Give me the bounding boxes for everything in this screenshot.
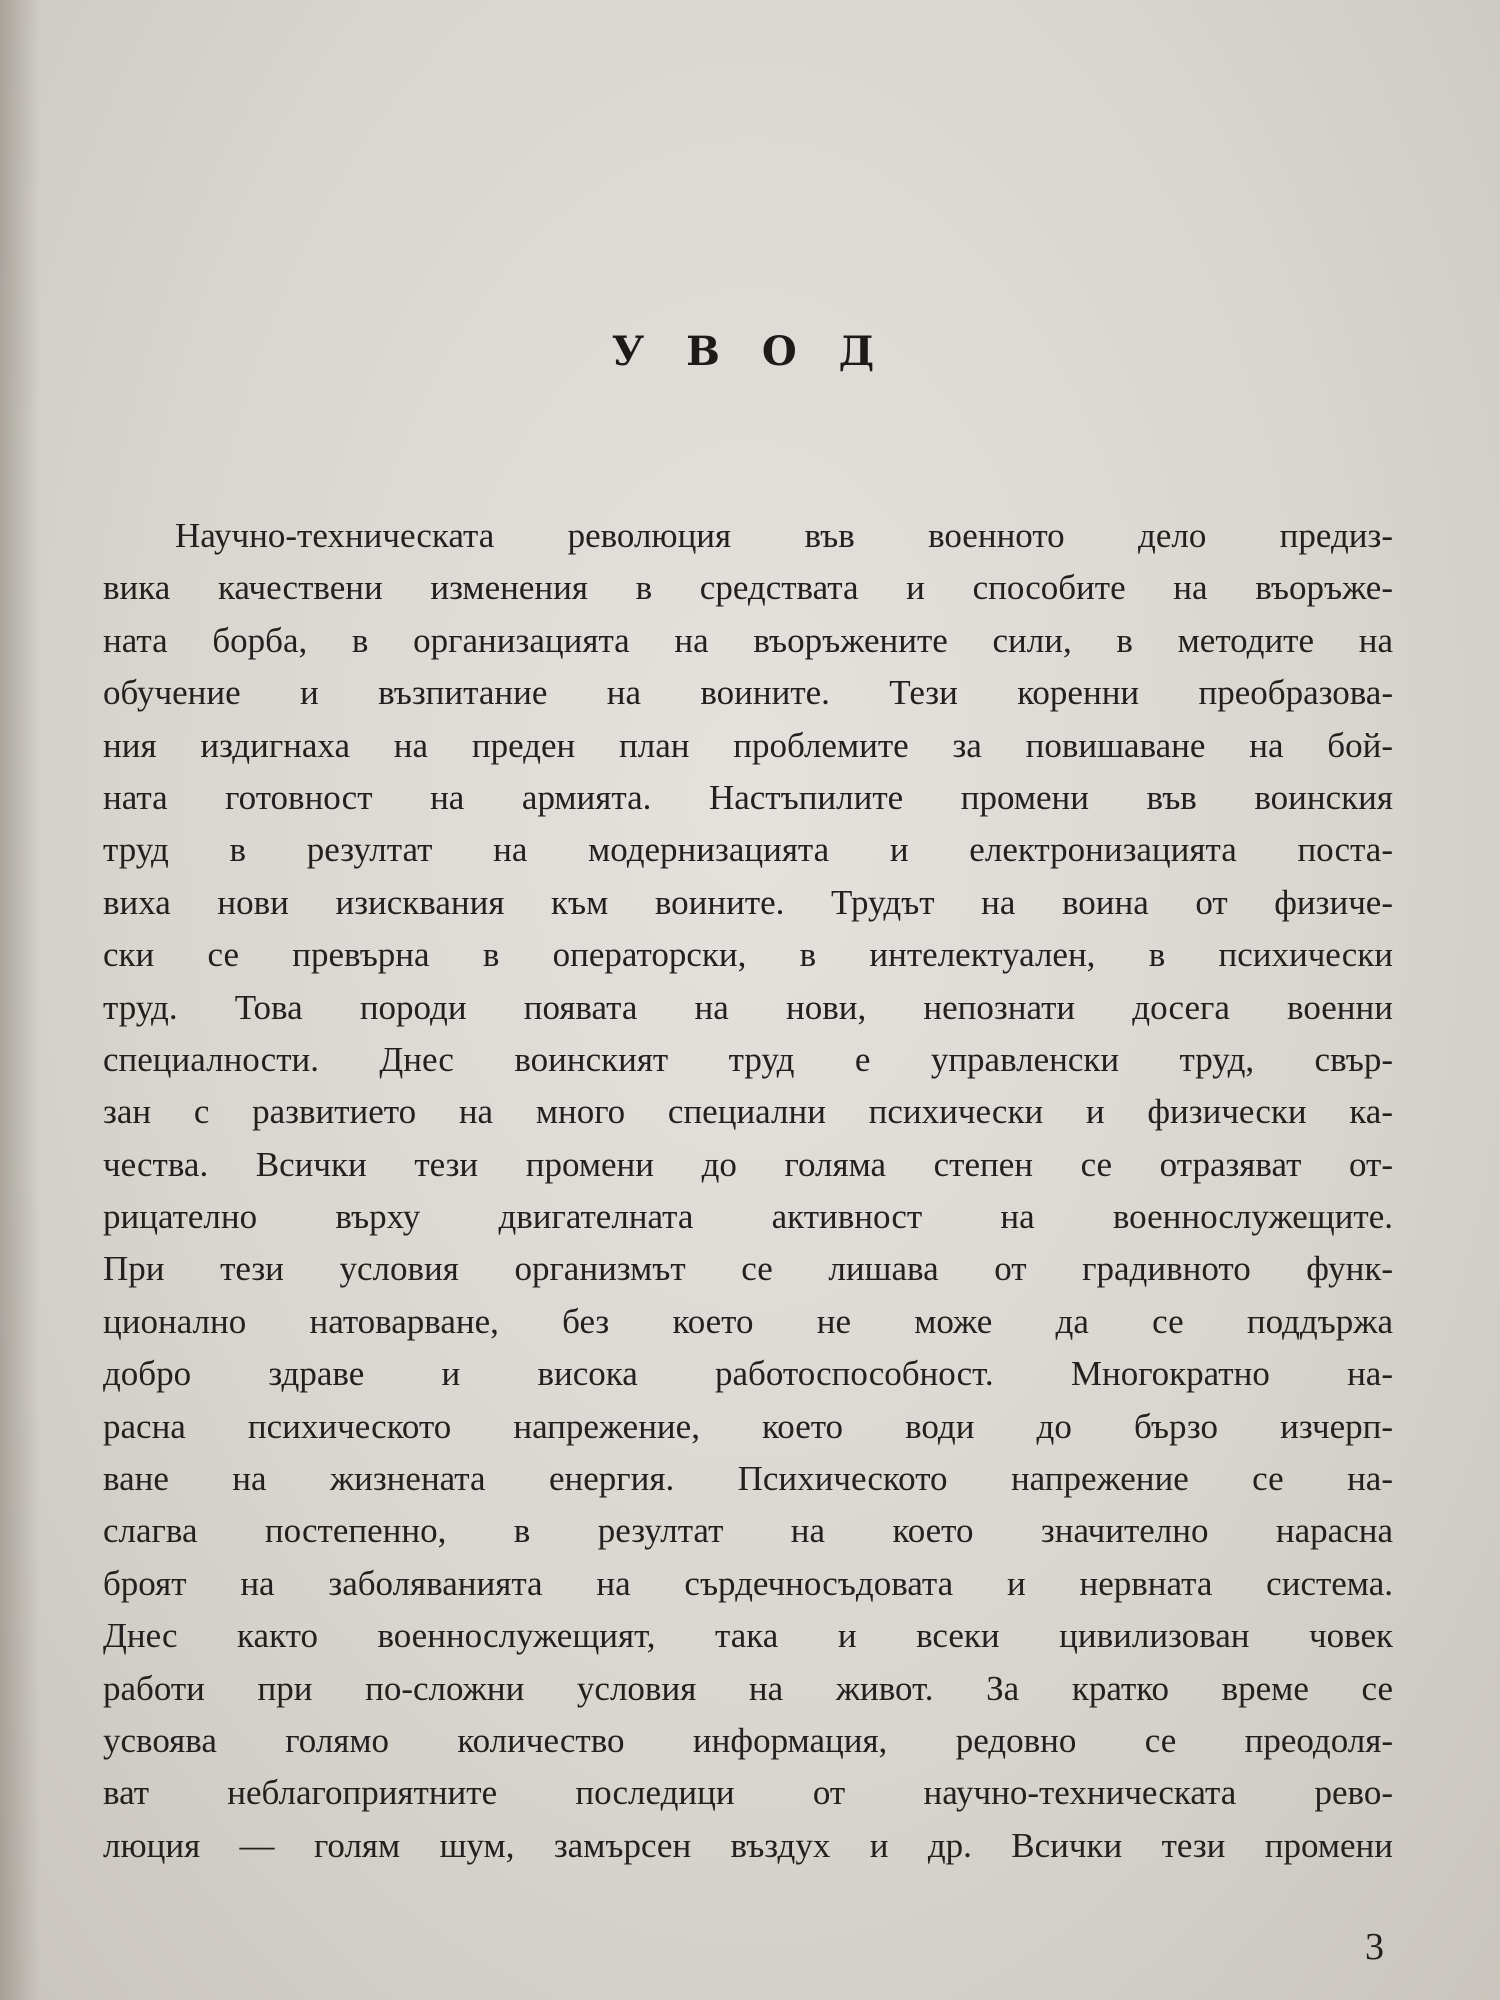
text-line: ват неблагоприятните последици от научно-техническата рево- [103,1773,1393,1813]
text-line: ната борба, в организацията на въоръжените сили, в методите на [103,620,1393,660]
page-edge-shadow [0,0,40,2000]
text-line: виха нови изисквания към воините. Трудът на воина от физиче- [103,882,1393,922]
text-line: броят на заболяванията на сърдечносъдовата и нервната система. [103,1563,1393,1603]
text-line: обучение и възпитание на воините. Тези коренни преобразова- [103,673,1393,713]
text-line: добро здраве и висока работоспособност. Многократно на- [103,1354,1393,1394]
text-line: При тези условия организмът се лишава от градивното функ- [103,1249,1393,1289]
text-line: ски се превърна в операторски, в интелектуален, в психически [103,935,1393,975]
text-line: рицателно върху двигателната активност на военнослужещите. [103,1197,1393,1237]
text-line: слагва постепенно, в резултат на което значително нарасна [103,1511,1393,1551]
text-line: чества. Всички тези промени до голяма степен се отразяват от- [103,1144,1393,1184]
page-number: 3 [1365,1926,1384,1968]
text-line: труд. Това породи появата на нови, непознати досега военни [103,987,1393,1027]
body-paragraph [103,510,1393,1872]
text-line: работи при по-сложни условия на живот. За кратко време се [103,1668,1393,1708]
chapter-heading: У В О Д [611,328,889,375]
text-line: расна психическото напрежение, което води до бързо изчерп- [103,1406,1393,1446]
text-line: ване на жизнената енергия. Психическото напрежение се на- [103,1459,1393,1499]
text-line: Научно-техническата революция във военното дело предиз- [175,516,1393,555]
text-line: усвоява голямо количество информация, редовно се преодоля- [103,1720,1393,1760]
text-line: вика качествени изменения в средствата и способите на въоръже- [103,568,1393,608]
text-line: Днес както военнослужещият, така и всеки цивилизован човек [103,1616,1393,1656]
text-line: труд в резултат на модернизацията и електронизацията поста- [103,830,1393,870]
text-line: люция — голям шум, замърсен въздух и др. Всички тези промени [103,1825,1393,1865]
text-line: ната готовност на армията. Настъпилите промени във воинския [103,777,1393,817]
text-line: ционално натоварване, без което не може да се поддържа [103,1301,1393,1341]
text-line: специалности. Днес воинският труд е управленски труд, свър- [103,1039,1393,1079]
text-line: ния издигнаха на преден план проблемите за повишаване на бой- [103,725,1393,765]
text-line: зан с развитието на много специални психически и физически ка- [103,1092,1393,1132]
